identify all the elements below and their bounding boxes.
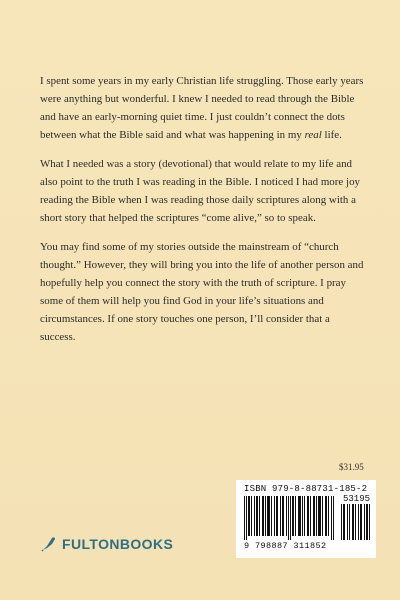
cover-blurb: [40, 72, 364, 357]
price-barcode-image: [341, 504, 371, 540]
price-label: $31.95: [339, 462, 364, 472]
publisher-logo: [40, 535, 173, 553]
blurb-paragraph-1: [40, 72, 364, 144]
barcode-box: [236, 480, 376, 558]
barcode-number: 9 798887 311852: [244, 541, 327, 551]
blurb-paragraph-2: What I needed was a story (devotional) that would relate to my life and also point to the truth I was reading in the Bible. I noticed I had more joy reading the Bible when I was reading those daily scriptures along with a short story that helped the scriptures “come alive,” so to speak.: [40, 158, 360, 224]
price-code-label: 53195: [343, 494, 371, 504]
barcode-image: [244, 496, 337, 540]
quill-pen-icon: [40, 535, 58, 553]
blurb-paragraph-3: You may find some of my stories outside the mainstream of “church thought.” However, they will bring you into the life of another person and hopefully help you connect the story with the truth of scripture. I pray some of them will help you find God in your life’s situations and circumstances. If one story touches one person, I’ll consider that a success.: [40, 241, 364, 343]
blurb-emphasis-word: real: [304, 129, 322, 141]
blurb-paragraph-1-end: life.: [321, 129, 342, 141]
blurb-paragraph-1-text: I spent some years in my early Christian life struggling. Those early years were anything but wonderful. I knew I needed to read through the Bible and have an early-morning quiet time. I just couldn’t connect the dots between what the Bible said and what was happening in my: [40, 75, 364, 141]
isbn-label: ISBN 979-8-88731-185-2: [244, 484, 368, 494]
publisher-name: FULTONBOOKS: [62, 536, 174, 552]
